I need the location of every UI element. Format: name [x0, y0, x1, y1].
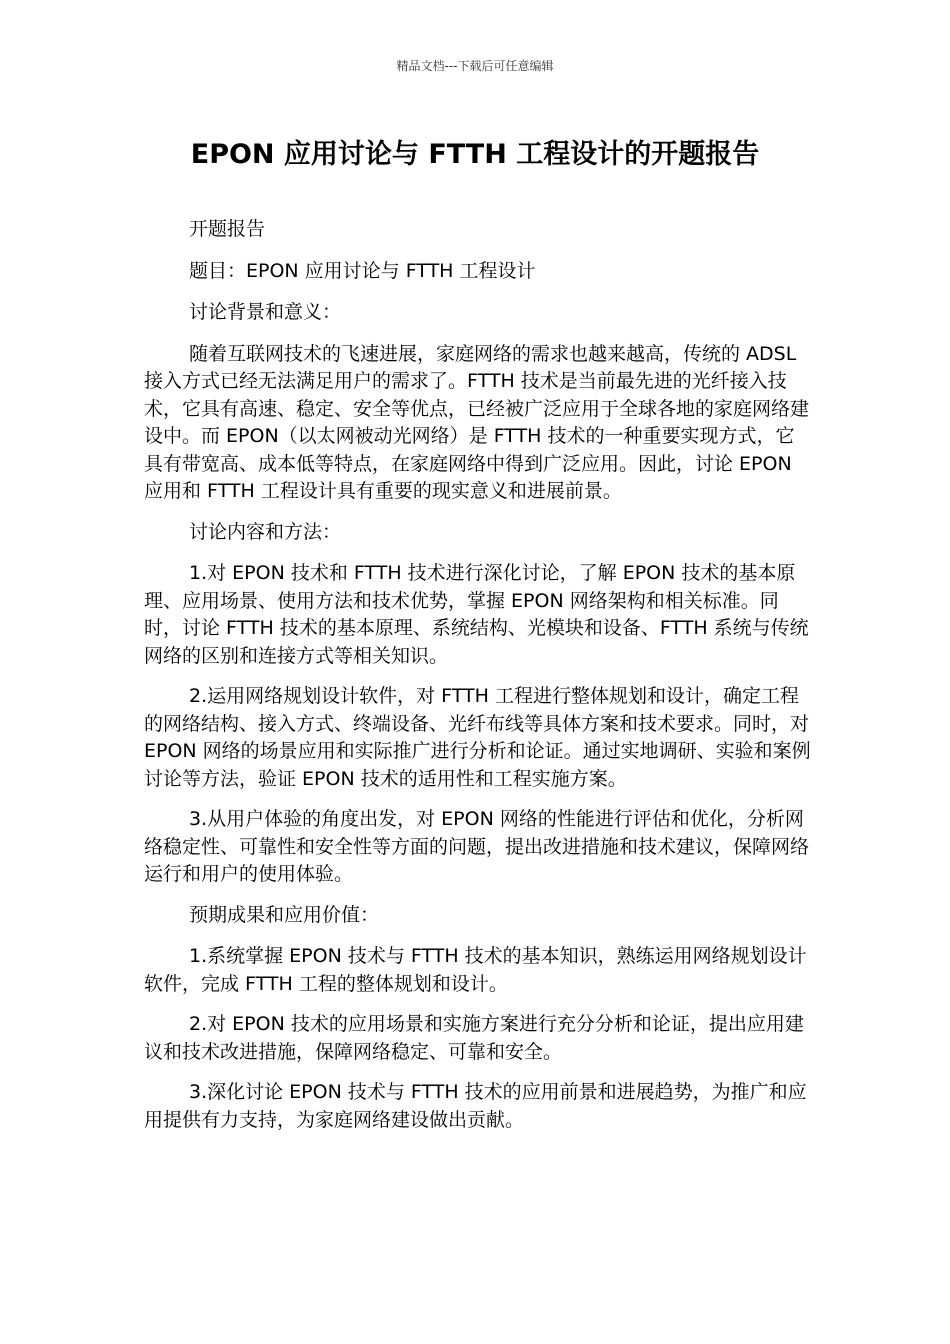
page-header: 精品文档---下载后可任意编辑 — [396, 59, 554, 73]
section-heading-background: 讨论背景和意义： — [189, 301, 342, 323]
document-body — [144, 216, 812, 1147]
background-paragraph: 随着互联网技术的飞速进展，家庭网络的需求也越来越高，传统的 ADSL 接入方式已经无法满足用户的需求了。FTTH 技术是当前最先进的光纤接入技术，它具有高速、稳定、安全等优点，已经被广泛应用于全球各地的家庭网络建设中。而 EPON（以太网被动光网络）是 FTTH 技术的一种重要实现方式，它具有带宽高、成本低等特点，在家庭网络中得到广泛应用。因此，讨论 EPON 应用和 FTTH 工程设计具有重要的现实意义和进展前景。 — [144, 342, 810, 502]
outcome-item-2: 2.对 EPON 技术的应用场景和实施方案进行充分分析和论证，提出应用建议和技术改进措施，保障网络稳定、可靠和安全。 — [144, 1013, 804, 1063]
method-item-2: 2.运用网络规划设计软件，对 FTTH 工程进行整体规划和设计，确定工程的网络结构、接入方式、终端设备、光纤布线等具体方案和技术要求。同时，对 EPON 网络的场景应用和实际推广进行分析和论证。通过实地调研、实验和案例讨论等方法，验证 EPON 技术的适用性和工程实施方案。 — [144, 685, 811, 790]
outcome-item-1: 1.系统掌握 EPON 技术与 FTTH 技术的基本知识，熟练运用网络规划设计软件，完成 FTTH 工程的整体规划和设计。 — [144, 945, 807, 995]
section-heading-outcomes: 预期成果和应用价值： — [189, 903, 380, 926]
section-label-report: 开题报告 — [189, 218, 266, 240]
topic-line: 题目：EPON 应用讨论与 FTTH 工程设计 — [189, 259, 536, 282]
section-heading-methods: 讨论内容和方法： — [189, 520, 342, 543]
method-item-1: 1.对 EPON 技术和 FTTH 技术进行深化讨论，了解 EPON 技术的基本原理、应用场景、使用方法和技术优势，掌握 EPON 网络架构和相关标准。同时，讨论 FTTH 技术的基本原理、系统结构、光模块和设备、FTTH 系统与传统网络的区别和连接方式等相关知识。 — [144, 562, 809, 667]
method-item-3: 3.从用户体验的角度出发，对 EPON 网络的性能进行评估和优化，分析网络稳定性、可靠性和安全性等方面的问题，提出改进措施和技术建议，保障网络运行和用户的使用体验。 — [144, 808, 810, 885]
document-title: EPON 应用讨论与 FTTH 工程设计的开题报告 — [190, 139, 760, 170]
outcome-item-3: 3.深化讨论 EPON 技术与 FTTH 技术的应用前景和进展趋势，为推广和应用提供有力支持，为家庭网络建设做出贡献。 — [144, 1081, 807, 1131]
